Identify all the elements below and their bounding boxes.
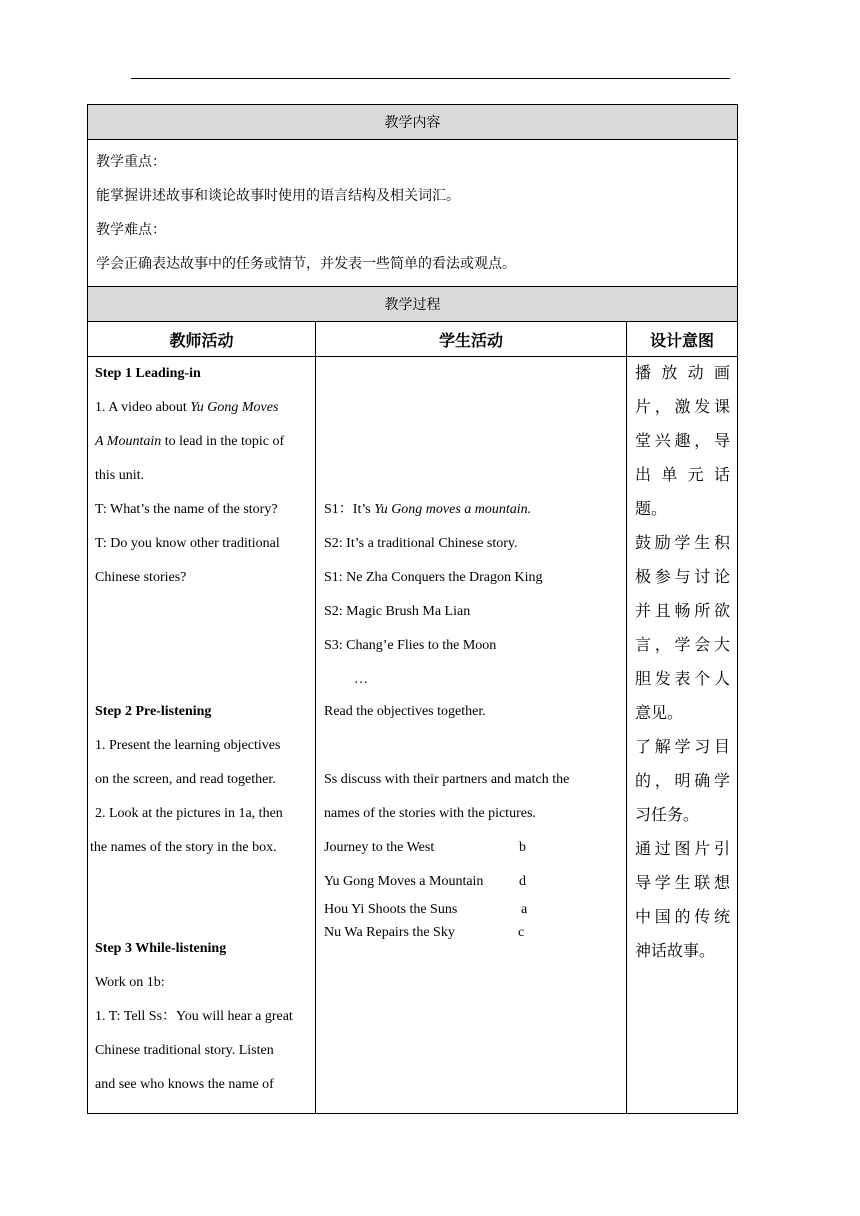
design-line: 并且畅所欲 bbox=[635, 603, 730, 620]
match-letter: c bbox=[518, 925, 525, 940]
content-section-body bbox=[88, 140, 738, 287]
teacher-line: 1. Present the learning objectives bbox=[95, 738, 281, 753]
design-line: 导学生联想 bbox=[635, 875, 730, 892]
teacher-line: 1. A video about Yu Gong Moves bbox=[95, 400, 279, 415]
design-line: 了解学习目 bbox=[635, 739, 730, 756]
student-line: Ss discuss with their partners and match the bbox=[324, 772, 570, 787]
teacher-line: and see who knows the name of bbox=[95, 1077, 274, 1092]
student-line: S2: It’s a traditional Chinese story. bbox=[324, 536, 518, 551]
student-activity-cell bbox=[316, 357, 627, 1114]
key-points-text: 能掌握讲述故事和谈论故事时使用的语言结构及相关词汇。 bbox=[96, 189, 460, 204]
student-activity-header: 学生活动 bbox=[316, 322, 627, 357]
design-line: 言，学会大 bbox=[635, 637, 730, 654]
step2-title: Step 2 Pre-listening bbox=[95, 704, 212, 719]
lesson-plan-table bbox=[87, 104, 737, 1114]
teacher-line: Chinese stories? bbox=[95, 570, 187, 585]
teacher-line: Chinese traditional story. Listen bbox=[95, 1043, 274, 1058]
design-line: 通过图片引 bbox=[635, 841, 730, 858]
teacher-activity-cell bbox=[88, 357, 316, 1114]
match-letter: a bbox=[521, 902, 528, 917]
teacher-line: 1. T: Tell Ss：You will hear a great bbox=[95, 1009, 293, 1024]
teacher-line: this unit. bbox=[95, 468, 145, 483]
design-line: 胆发表个人 bbox=[635, 671, 730, 688]
teacher-line: A Mountain to lead in the topic of bbox=[95, 434, 285, 449]
design-line: 极参与讨论 bbox=[635, 569, 730, 586]
student-line: Read the objectives together. bbox=[324, 704, 486, 719]
header-rule bbox=[131, 78, 730, 79]
design-line: 出单元话 bbox=[635, 467, 730, 484]
student-line: S1：It’s Yu Gong moves a mountain. bbox=[324, 502, 532, 517]
key-points-label: 教学重点： bbox=[96, 155, 166, 170]
match-letter: d bbox=[519, 874, 526, 889]
difficult-points-label: 教学难点： bbox=[96, 223, 166, 238]
design-line: 神话故事。 bbox=[635, 943, 716, 960]
design-line: 中国的传统 bbox=[635, 909, 730, 926]
design-line: 堂兴趣，导 bbox=[635, 433, 730, 450]
teacher-line: T: Do you know other traditional bbox=[95, 536, 280, 551]
teacher-line: 2. Look at the pictures in 1a, then bbox=[95, 806, 283, 821]
match-story: Nu Wa Repairs the Sky bbox=[324, 925, 455, 940]
design-intent-cell bbox=[627, 357, 738, 1114]
step3-title: Step 3 While-listening bbox=[95, 941, 227, 956]
difficult-points-text: 学会正确表达故事中的任务或情节，并发表一些简单的看法或观点。 bbox=[96, 257, 516, 272]
student-line: S3: Chang’e Flies to the Moon bbox=[324, 638, 497, 653]
match-letter: b bbox=[519, 840, 526, 855]
design-line: 片，激发课 bbox=[635, 399, 730, 416]
process-section-header: 教学过程 bbox=[88, 287, 738, 322]
design-line: 习任务。 bbox=[635, 807, 700, 824]
step1-title: Step 1 Leading-in bbox=[95, 366, 201, 381]
student-line: S1: Ne Zha Conquers the Dragon King bbox=[324, 570, 543, 585]
teacher-line: on the screen, and read together. bbox=[95, 772, 276, 787]
teacher-line: the names of the story in the box. bbox=[90, 840, 277, 855]
student-line: names of the stories with the pictures. bbox=[324, 806, 536, 821]
student-line: S2: Magic Brush Ma Lian bbox=[324, 604, 471, 619]
design-line: 意见。 bbox=[635, 705, 684, 722]
design-intent-header: 设计意图 bbox=[627, 322, 738, 357]
teacher-activity-header: 教师活动 bbox=[88, 322, 316, 357]
design-line: 的，明确学 bbox=[635, 773, 730, 790]
match-story: Journey to the West bbox=[324, 840, 435, 855]
content-section-header: 教学内容 bbox=[88, 105, 738, 140]
teacher-line: Work on 1b: bbox=[95, 975, 165, 990]
match-story: Yu Gong Moves a Mountain bbox=[324, 874, 484, 889]
design-line: 播放动画 bbox=[635, 365, 730, 382]
teacher-line: T: What’s the name of the story? bbox=[95, 502, 278, 517]
student-ellipsis: … bbox=[354, 672, 368, 687]
design-line: 题。 bbox=[635, 501, 668, 518]
match-story: Hou Yi Shoots the Suns bbox=[324, 902, 458, 917]
design-line: 鼓励学生积 bbox=[635, 535, 730, 552]
